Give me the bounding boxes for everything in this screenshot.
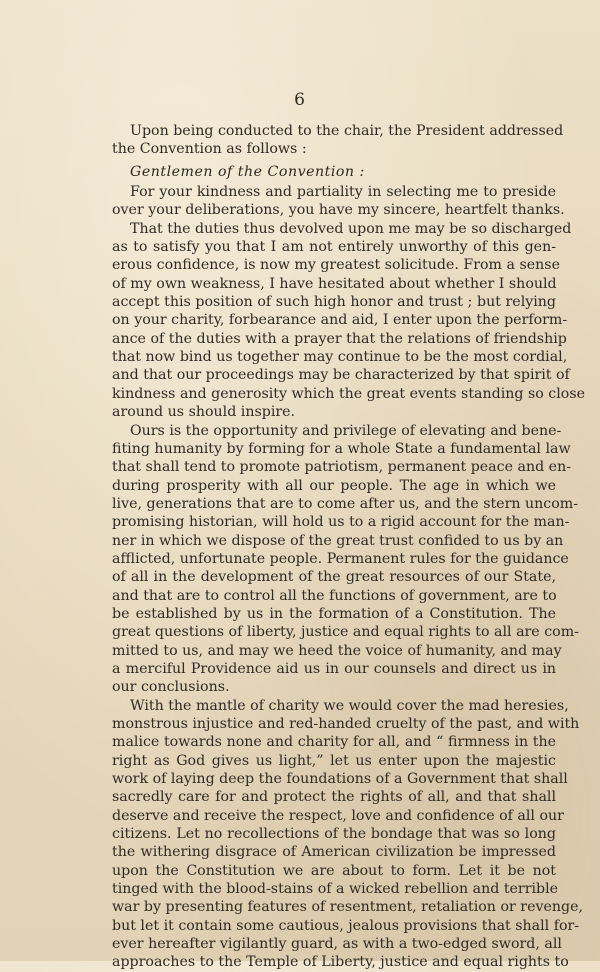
text-line: the withering disgrace of American civilization be impressed: [112, 844, 556, 861]
text-line: That the duties thus devolved upon me may be so discharged: [130, 220, 572, 237]
paragraph-3: [112, 422, 579, 697]
text-line: around us should inspire.: [112, 404, 296, 421]
text-line: right as God gives us light,” let us enter upon the majestic: [112, 752, 556, 769]
text-line: erous confidence, is now my greatest solicitude. From a sense: [112, 257, 560, 274]
text-line: malice towards none and charity for all, and “ firmness in the: [112, 734, 556, 751]
text-line: live, generations that are to come after us, and the stern uncom-: [112, 495, 579, 512]
paragraph-1: [112, 183, 565, 220]
text-line: ever hereafter vigilantly guard, as with a two-edged sword, all: [112, 936, 562, 953]
text-line: afflicted, unfortunate people. Permanent rules for the guidance: [112, 550, 569, 567]
text-line: the Convention as follows :: [112, 141, 307, 158]
text-line: Upon being conducted to the chair, the President addressed: [130, 123, 564, 139]
paragraph-4: [112, 697, 584, 972]
text-line: of my own weakness, I have hesitated about whether I should: [112, 275, 557, 292]
text-line: With the mantle of charity we would cover the mad heresies,: [130, 697, 569, 714]
text-line: be established by us in the formation of a Constitution. The: [112, 605, 556, 622]
page-number: 6: [294, 90, 306, 110]
text-line: but let it contain some cautious, jealous provisions that shall for-: [112, 917, 580, 934]
intro-paragraph: [112, 122, 564, 159]
text-line: promising historian, will hold us to a rigid account for the man-: [112, 514, 570, 531]
text-line: upon the Constitution we are about to form. Let it be not: [112, 862, 556, 879]
text-line: work of laying deep the foundations of a Government that shall: [112, 771, 568, 788]
body-text: [112, 122, 586, 972]
text-line: our conclusions.: [112, 679, 230, 696]
text-line: deserve and receive the respect, love and confidence of all our: [112, 807, 564, 824]
salutation: Gentlemen of the Convention :: [130, 163, 365, 180]
text-line: and that our proceedings may be characterized by that spirit of: [112, 367, 570, 384]
text-line: citizens. Let no recollections of the bondage that was so long: [112, 826, 556, 843]
text-line: that now bind us together may continue to be the most cordial,: [112, 349, 568, 366]
text-line: monstrous injustice and red-handed cruelty of the past, and with: [112, 716, 580, 732]
text-line: of all in the development of the great resources of our State,: [112, 569, 556, 586]
text-line: a merciful Providence aid us in our counsels and direct us in: [112, 660, 556, 677]
text-line: accept this position of such high honor and trust ; but relying: [112, 294, 556, 311]
text-line: and that are to control all the functions of government, are to: [112, 587, 557, 604]
text-line: over your deliberations, you have my sincere, heartfelt thanks.: [112, 202, 565, 219]
text-line: approaches to the Temple of Liberty, justice and equal rights to: [112, 954, 569, 971]
text-line: kindness and generosity which the great events standing so close: [112, 385, 586, 402]
text-line: that shall tend to promote patriotism, permanent peace and en-: [112, 459, 572, 476]
text-line: as to satisfy you that I am not entirely unworthy of this gen-: [112, 239, 556, 256]
text-line: tinged with the blood-stains of a wicked rebellion and terrible: [112, 881, 559, 898]
text-line: on your charity, forbearance and aid, I enter upon the perform-: [112, 312, 568, 329]
text-line: mitted to us, and may we heed the voice of humanity, and may: [112, 642, 562, 659]
text-line: Ours is the opportunity and privilege of elevating and bene-: [130, 422, 562, 439]
text-line: For your kindness and partiality in selecting me to preside: [130, 184, 556, 201]
text-line: ner in which we dispose of the great trust confided to us by an: [112, 532, 564, 549]
text-line: war by presenting features of resentment, retaliation or revenge,: [112, 899, 584, 916]
text-line: during prosperity with all our people. The age in which we: [112, 477, 556, 494]
text-line: fiting humanity by forming for a whole State a fundamental law: [112, 440, 571, 457]
text-line: great questions of liberty, justice and equal rights to all are com-: [112, 624, 579, 641]
text-line: sacredly care for and protect the rights of all, and that shall: [112, 789, 556, 806]
paragraph-2: [112, 220, 586, 422]
text-line: ance of the duties with a prayer that the relations of friendship: [112, 330, 567, 347]
